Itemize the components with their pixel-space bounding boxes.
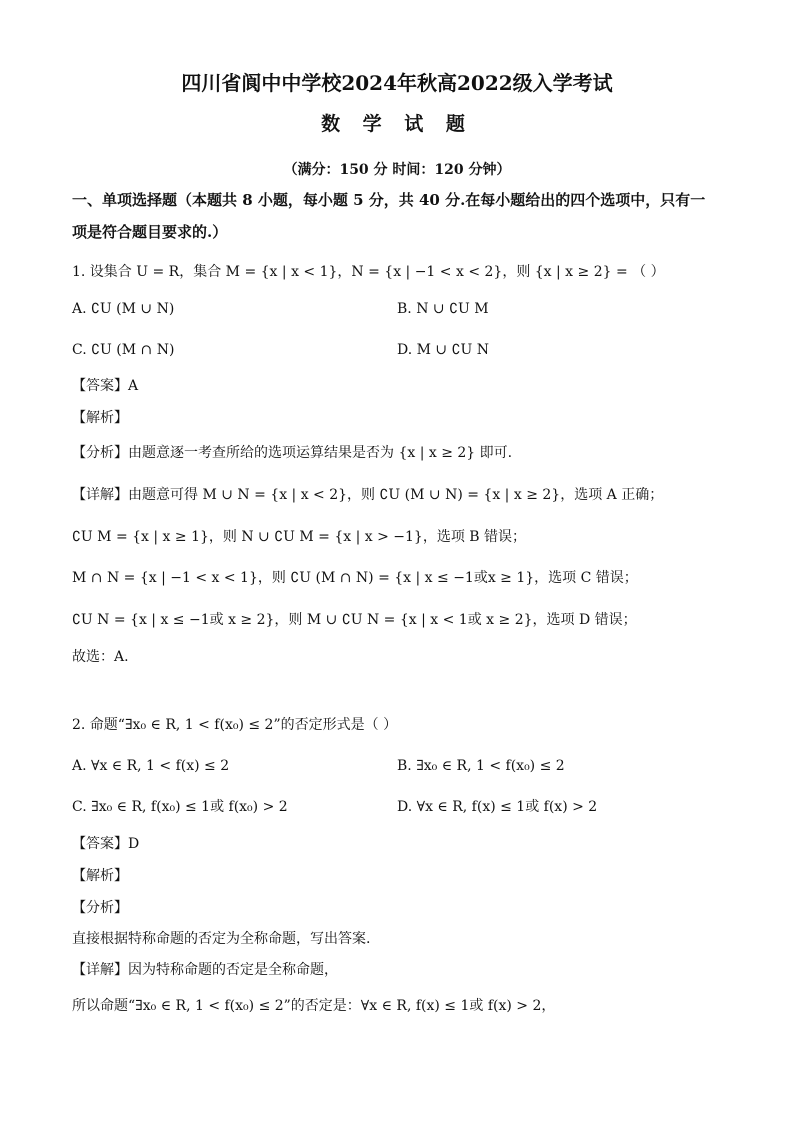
q2-stem: 2. 命题“∃x₀ ∈ R, 1 < f(x₀) ≤ 2”的否定形式是（ ）	[72, 717, 398, 733]
q2-detail-2: 所以命题“∃x₀ ∈ R, 1 < f(x₀) ≤ 2”的否定是：∀x ∈ R, f(x) ≤ 1或 f(x) > 2，	[72, 998, 556, 1014]
q2-analysis-label: 【解析】	[72, 868, 128, 884]
q1-detail-4: ∁U N = {x | x ≤ −1或 x ≥ 2}，则 M ∪ ∁U N = {x | x < 1或 x ≥ 2}，选项 D 错误；	[72, 612, 637, 628]
q1-option-c: C. ∁U (M ∩ N)	[72, 342, 175, 358]
q2-option-c: C. ∃x₀ ∈ R, f(x₀) ≤ 1或 f(x₀) > 2	[72, 799, 288, 815]
q2-fenxi: 直接根据特称命题的否定为全称命题，写出答案.	[72, 931, 371, 947]
section-heading-line2: 项是符合题目要求的.）	[72, 223, 228, 241]
q1-option-a: A. ∁U (M ∪ N)	[72, 301, 175, 317]
section-heading-line1: 一、单项选择题（本题共 8 小题，每小题 5 分，共 40 分.在每小题给出的四个选项中，只有一	[72, 191, 706, 209]
q2-option-a: A. ∀x ∈ R, 1 < f(x) ≤ 2	[72, 758, 230, 774]
q1-detail-3: M ∩ N = {x | −1 < x < 1}，则 ∁U (M ∩ N) = {x | x ≤ −1或x ≥ 1}，选项 C 错误；	[72, 570, 638, 586]
q2-option-b: B. ∃x₀ ∈ R, 1 < f(x₀) ≤ 2	[397, 758, 565, 774]
page-title: 四川省阆中中学校2024年秋高2022级入学考试	[181, 71, 613, 95]
q1-detail-2: ∁U M = {x | x ≥ 1}，则 N ∪ ∁U M = {x | x > −1}，选项 B 错误；	[72, 529, 527, 545]
q1-detail-1: 【详解】由题意可得 M ∪ N = {x | x < 2}，则 ∁U (M ∪ N) = {x | x ≥ 2}，选项 A 正确；	[72, 487, 664, 503]
q2-detail-1: 【详解】因为特称命题的否定是全称命题，	[72, 962, 338, 978]
q1-option-d: D. M ∪ ∁U N	[397, 342, 489, 358]
q1-stem: 1. 设集合 U = R，集合 M = {x | x < 1}，N = {x | −1 < x < 2}，则 {x | x ≥ 2} = （ ）	[72, 264, 665, 280]
q1-analysis-label: 【解析】	[72, 410, 128, 426]
exam-info: （满分：150 分 时间：120 分钟）	[283, 162, 511, 178]
q2-fenxi-label: 【分析】	[72, 900, 128, 916]
q1-fenxi: 【分析】由题意逐一考查所给的选项运算结果是否为 {x | x ≥ 2} 即可.	[72, 445, 513, 461]
q1-answer: 【答案】A	[72, 378, 139, 394]
page-subtitle: 数 学 试 题	[321, 113, 473, 135]
q1-option-b: B. N ∪ ∁U M	[397, 301, 489, 317]
q1-conclusion: 故选：A.	[72, 649, 129, 665]
q2-option-d: D. ∀x ∈ R, f(x) ≤ 1或 f(x) > 2	[397, 799, 598, 815]
q2-answer: 【答案】D	[72, 836, 140, 852]
